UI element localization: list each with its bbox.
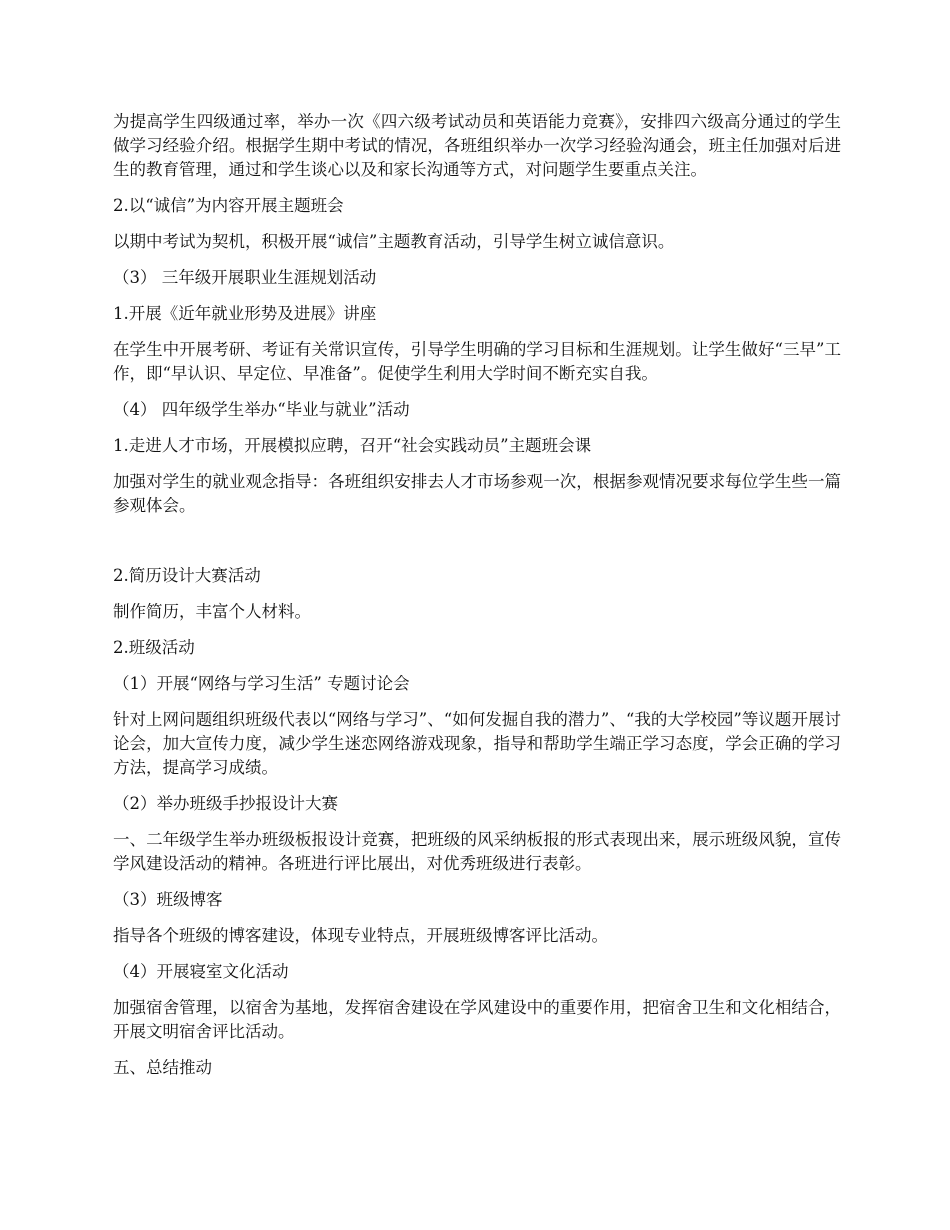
paragraph-spacer <box>113 530 841 564</box>
heading-integrity-class-meeting: 2.以“诚信”为内容开展主题班会 <box>113 196 344 215</box>
heading-grade-four-graduation-employment: （4） 四年级学生举办“毕业与就业”活动 <box>113 400 410 419</box>
paragraph-career-promotion: 在学生中开展考研、考证有关常识宣传，引导学生明确的学习目标和生涯规划。让学生做好“三早”工作，即“早认识、早定位、早准备”。促使学生利用大学时间不断充实自我。 <box>113 340 841 383</box>
paragraph-blog-guidance: 指导各个班级的博客建设，体现专业特点，开展班级博客评比活动。 <box>113 926 608 945</box>
heading-employment-lecture: 1.开展《近年就业形势及进展》讲座 <box>113 304 377 323</box>
paragraph-integrity-education: 以期中考试为契机，积极开展“诚信”主题教育活动，引导学生树立诚信意识。 <box>113 232 675 251</box>
paragraph-blackboard-contest: 一、二年级学生举办班级板报设计竞赛，把班级的风采纳板报的形式表现出来，展示班级风貌，宣传学风建设活动的精神。各班进行评比展出，对优秀班级进行表彰。 <box>113 830 841 873</box>
heading-class-activities: 2.班级活动 <box>113 638 195 657</box>
heading-handwritten-newspaper-contest: （2）举办班级手抄报设计大赛 <box>113 794 338 813</box>
document-body <box>113 110 841 1092</box>
heading-internet-study-seminar: （1）开展“网络与学习生活” 专题讨论会 <box>113 674 410 693</box>
heading-summary-promotion: 五、总结推动 <box>113 1058 212 1077</box>
paragraph-cet-exam-activity: 为提高学生四级通过率，举办一次《四六级考试动员和英语能力竞赛》，安排四六级高分通过的学生做学习经验介绍。根据学生期中考试的情况，各班组织举办一次学习经验沟通会，班主任加强对后进生的教育管理，通过和学生谈心以及和家长沟通等方式，对问题学生要重点关注。 <box>113 112 841 179</box>
paragraph-resume-materials: 制作简历，丰富个人材料。 <box>113 602 311 621</box>
heading-resume-contest: 2.简历设计大赛活动 <box>113 566 261 585</box>
paragraph-employment-guidance: 加强对学生的就业观念指导：各班组织安排去人才市场参观一次，根据参观情况要求每位学生些一篇参观体会。 <box>113 472 841 515</box>
heading-grade-three-career-planning: （3） 三年级开展职业生涯规划活动 <box>113 268 377 287</box>
paragraph-internet-discussion: 针对上网问题组织班级代表以“网络与学习”、“如何发掘自我的潜力”、“我的大学校园”等议题开展讨论会，加大宣传力度，减少学生迷恋网络游戏现象，指导和帮助学生端正学习态度，学会正确的学习方法，提高学习成绩。 <box>113 710 841 777</box>
heading-class-blog: （3）班级博客 <box>113 890 223 909</box>
heading-dorm-culture: （4）开展寝室文化活动 <box>113 962 289 981</box>
paragraph-dorm-management: 加强宿舍管理，以宿舍为基地，发挥宿舍建设在学风建设中的重要作用，把宿舍卫生和文化相结合，开展文明宿舍评比活动。 <box>113 998 841 1041</box>
heading-talent-market-visit: 1.走进人才市场，开展模拟应聘，召开“社会实践动员”主题班会课 <box>113 436 592 455</box>
